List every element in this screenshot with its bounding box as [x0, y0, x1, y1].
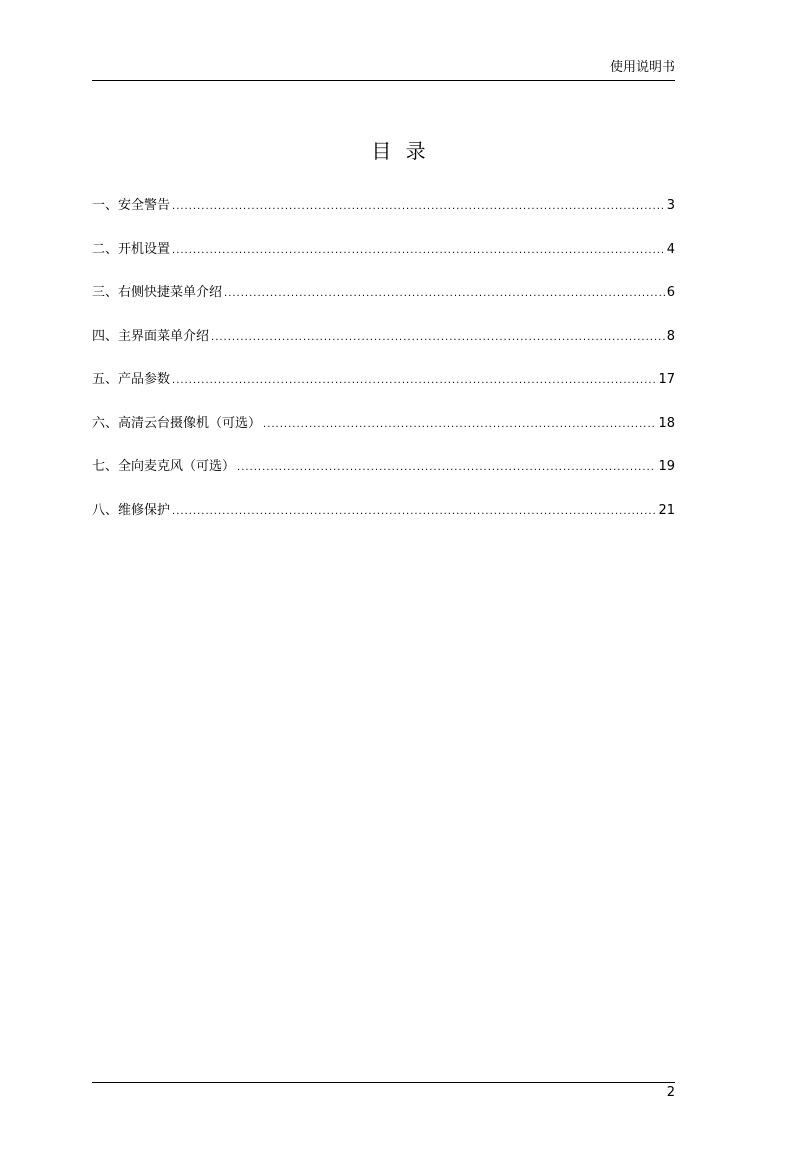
toc-entry-2[interactable] [92, 240, 675, 284]
toc-entry-page: 8 [666, 328, 675, 344]
toc-entry-page: 4 [666, 241, 675, 257]
toc-entry-7[interactable] [92, 457, 675, 501]
toc-entry-5[interactable] [92, 370, 675, 414]
toc-dot-leader [172, 371, 656, 391]
toc-entry-page: 18 [658, 415, 675, 431]
toc-entry-6[interactable] [92, 414, 675, 458]
toc-dot-leader [237, 458, 656, 478]
toc-entry-3[interactable] [92, 283, 675, 327]
toc-dot-leader [263, 415, 656, 435]
toc-dot-leader [224, 284, 665, 304]
toc-entry-page: 17 [658, 372, 675, 387]
toc-dot-leader [172, 241, 665, 261]
toc-entry-page: 21 [658, 502, 675, 518]
toc-entry-label: 五、产品参数 [92, 372, 171, 387]
toc-entry-label: 七、全向麦克风（可选） [92, 459, 236, 474]
toc-entry-label: 八、维修保护 [92, 502, 171, 518]
footer-divider [92, 1082, 675, 1083]
toc-entry-label: 三、右侧快捷菜单介绍 [92, 285, 223, 300]
toc-entry-page: 3 [666, 198, 675, 213]
toc-entry-page: 6 [666, 285, 675, 300]
toc-entry-label: 二、开机设置 [92, 241, 171, 257]
toc-dot-leader [172, 502, 656, 522]
toc-entry-8[interactable] [92, 501, 675, 545]
page-number: 2 [666, 1085, 675, 1100]
toc-entry-label: 一、安全警告 [92, 198, 171, 213]
toc-dot-leader [211, 328, 665, 348]
toc-entry-label: 四、主界面菜单介绍 [92, 328, 210, 344]
toc-entry-1[interactable] [92, 196, 675, 240]
toc-dot-leader [172, 197, 665, 217]
table-of-contents [92, 196, 675, 544]
header-title: 使用说明书 [609, 60, 675, 75]
toc-entry-4[interactable] [92, 327, 675, 371]
toc-title: 目 录 [371, 139, 430, 163]
toc-entry-label: 六、高清云台摄像机（可选） [92, 415, 262, 431]
header-divider [92, 80, 675, 81]
toc-entry-page: 19 [658, 459, 675, 474]
